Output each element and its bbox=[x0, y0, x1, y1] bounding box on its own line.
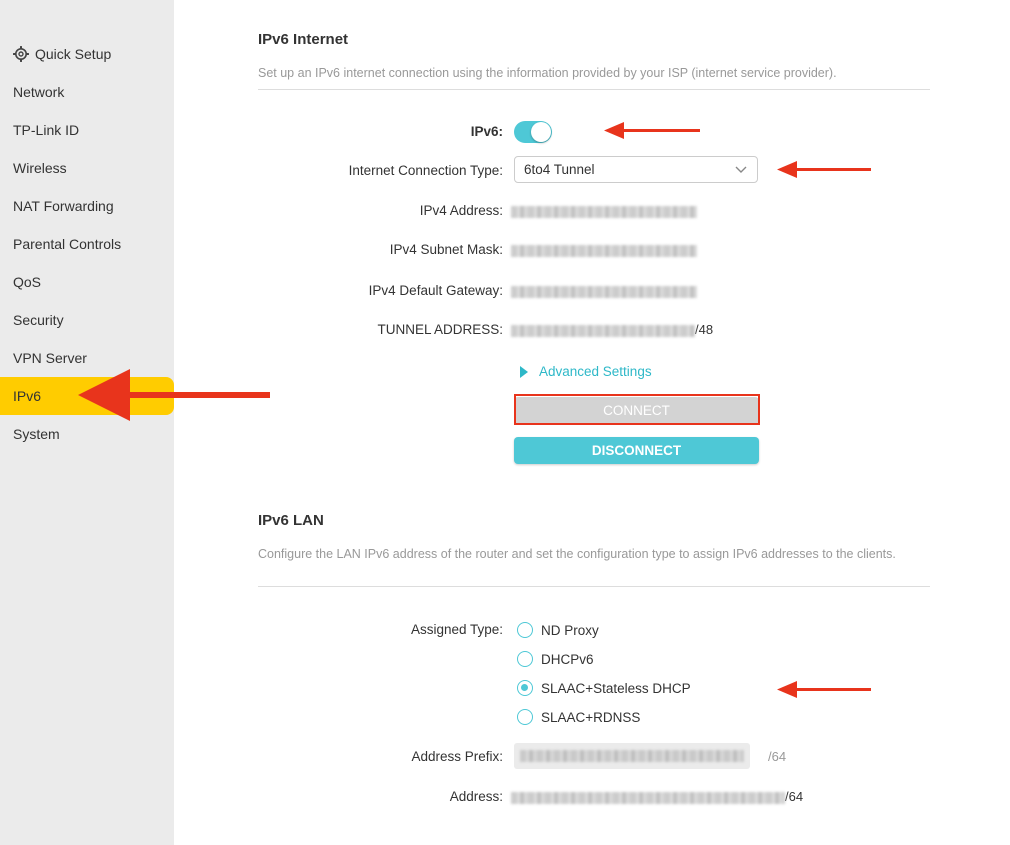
divider bbox=[258, 586, 930, 587]
radio-button-selected[interactable] bbox=[517, 680, 533, 696]
redacted-value bbox=[511, 325, 695, 337]
annotation-arrow-conn-type bbox=[777, 161, 871, 179]
annotation-arrow-slaac bbox=[777, 681, 871, 699]
sidebar bbox=[0, 0, 174, 845]
connect-button[interactable]: CONNECT bbox=[514, 397, 759, 424]
ipv6-lan-title: IPv6 LAN bbox=[258, 512, 324, 529]
sidebar-item-qos[interactable] bbox=[0, 263, 174, 301]
ipv6-label: IPv6: bbox=[470, 124, 503, 139]
toggle-knob bbox=[531, 122, 551, 142]
redacted-value bbox=[511, 206, 697, 218]
radio-slaac-stateless-dhcp[interactable] bbox=[517, 680, 691, 696]
address-prefix-input[interactable] bbox=[514, 743, 750, 769]
sidebar-item-quick-setup[interactable] bbox=[0, 35, 174, 73]
ipv4-mask-label: IPv4 Subnet Mask: bbox=[389, 242, 503, 257]
sidebar-item-security[interactable] bbox=[0, 301, 174, 339]
sidebar-item-label: Wireless bbox=[13, 160, 67, 176]
assigned-type-label: Assigned Type: bbox=[410, 622, 503, 637]
sidebar-item-label: Network bbox=[13, 84, 65, 100]
ipv6-internet-title: IPv6 Internet bbox=[258, 31, 349, 48]
ipv4-address-value bbox=[511, 203, 697, 218]
divider bbox=[258, 89, 930, 90]
tunnel-address-value bbox=[511, 322, 713, 337]
conn-type-value: 6to4 Tunnel bbox=[524, 162, 595, 177]
ipv4-mask-value bbox=[511, 242, 697, 257]
conn-type-label: Internet Connection Type: bbox=[348, 163, 503, 178]
ipv6-internet-description: Set up an IPv6 internet connection using the information provided by your ISP (internet service provider). bbox=[258, 66, 837, 80]
sidebar-item-label: VPN Server bbox=[13, 350, 87, 366]
chevron-down-icon bbox=[735, 163, 747, 175]
address-value bbox=[511, 789, 803, 804]
advanced-settings-link[interactable] bbox=[520, 364, 652, 379]
tunnel-address-label: TUNNEL ADDRESS: bbox=[377, 322, 503, 337]
address-prefix-label: Address Prefix: bbox=[411, 749, 503, 764]
radio-label: DHCPv6 bbox=[541, 651, 594, 667]
sidebar-item-network[interactable] bbox=[0, 73, 174, 111]
prefix-suffix: /64 bbox=[768, 749, 787, 764]
ipv4-gateway-label: IPv4 Default Gateway: bbox=[368, 283, 503, 298]
redacted-value bbox=[511, 286, 697, 298]
sidebar-item-label: TP-Link ID bbox=[13, 122, 80, 138]
ipv6-toggle[interactable] bbox=[514, 121, 552, 143]
sidebar-item-label: Security bbox=[13, 312, 64, 328]
sidebar-item-label: System bbox=[13, 426, 60, 442]
annotation-arrow-sidebar bbox=[78, 369, 272, 421]
gear-icon bbox=[13, 46, 29, 62]
radio-button[interactable] bbox=[517, 651, 533, 667]
redacted-value bbox=[520, 750, 744, 762]
sidebar-item-label: QoS bbox=[13, 274, 42, 290]
sidebar-item-label: NAT Forwarding bbox=[13, 198, 114, 214]
redacted-value bbox=[511, 245, 697, 257]
radio-nd-proxy[interactable] bbox=[517, 622, 599, 638]
disconnect-button[interactable]: DISCONNECT bbox=[514, 437, 759, 464]
annotation-highlight-box bbox=[514, 394, 760, 425]
address-label: Address: bbox=[449, 789, 503, 804]
sidebar-item-parental-controls[interactable] bbox=[0, 225, 174, 263]
advanced-settings-label: Advanced Settings bbox=[539, 364, 652, 379]
sidebar-item-label: IPv6 bbox=[13, 388, 42, 404]
sidebar-item-nat-forwarding[interactable] bbox=[0, 187, 174, 225]
conn-type-select[interactable] bbox=[514, 156, 758, 183]
sidebar-item-label: Parental Controls bbox=[13, 236, 122, 252]
radio-dhcpv6[interactable] bbox=[517, 651, 594, 667]
ipv6-lan-description: Configure the LAN IPv6 address of the router and set the configuration type to assign IPv6 addresses to the clients. bbox=[258, 547, 896, 561]
radio-button[interactable] bbox=[517, 622, 533, 638]
ipv4-address-label: IPv4 Address: bbox=[419, 203, 503, 218]
sidebar-item-tp-link-id[interactable] bbox=[0, 111, 174, 149]
address-suffix: /64 bbox=[785, 789, 804, 804]
redacted-value bbox=[511, 792, 785, 804]
triangle-right-icon bbox=[520, 366, 528, 378]
radio-label: ND Proxy bbox=[541, 622, 599, 638]
radio-label: SLAAC+Stateless DHCP bbox=[541, 680, 691, 696]
radio-label: SLAAC+RDNSS bbox=[541, 709, 641, 725]
radio-slaac-rdnss[interactable] bbox=[517, 709, 640, 725]
radio-button[interactable] bbox=[517, 709, 533, 725]
ipv4-gateway-value bbox=[511, 283, 697, 298]
annotation-arrow-ipv6-toggle bbox=[604, 122, 700, 140]
sidebar-item-label: Quick Setup bbox=[35, 46, 112, 62]
sidebar-item-wireless[interactable] bbox=[0, 149, 174, 187]
main-content bbox=[258, 0, 930, 845]
tunnel-suffix: /48 bbox=[695, 322, 714, 337]
